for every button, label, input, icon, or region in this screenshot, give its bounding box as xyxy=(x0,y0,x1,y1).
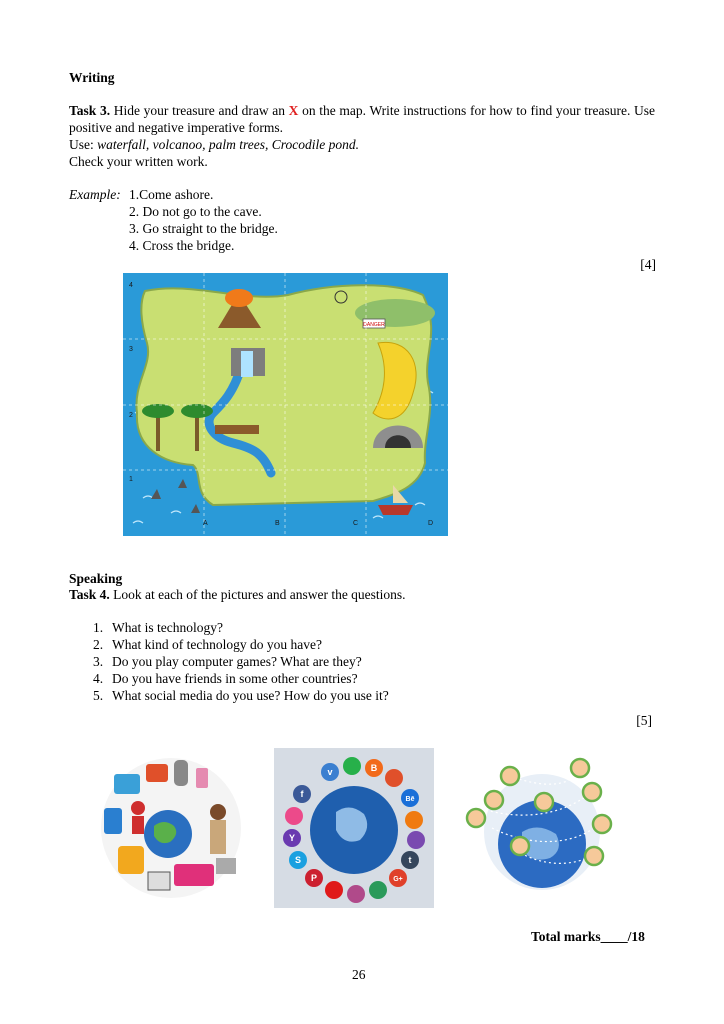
friends-network-globe xyxy=(462,748,622,908)
volcano-smoke xyxy=(225,289,253,307)
task3-text-c: treasure. Use positive and negative imperative forms. xyxy=(69,103,656,135)
bridge xyxy=(215,425,259,434)
viber-icon xyxy=(407,831,425,849)
example-label: Example: xyxy=(69,187,121,202)
task4-marks: [5] xyxy=(636,713,652,728)
computer-icon xyxy=(148,872,170,890)
svg-text:v: v xyxy=(327,767,333,777)
task3-instruction xyxy=(69,102,655,136)
monitor-icon xyxy=(216,858,236,874)
row-label-3: 3 xyxy=(129,346,133,353)
phone-icon xyxy=(146,764,168,782)
svg-text:f: f xyxy=(300,789,304,799)
svg-text:P: P xyxy=(310,873,318,883)
question-2: 2. What kind of technology do you have? xyxy=(93,637,322,652)
example-4: 4. Cross the bridge. xyxy=(129,238,235,253)
microphone-icon xyxy=(174,760,188,786)
tablet-icon xyxy=(104,808,122,834)
speaking-heading: Speaking xyxy=(69,571,123,586)
col-label-a: A xyxy=(203,520,208,527)
task4-instruction xyxy=(69,586,406,603)
soundcloud-icon xyxy=(405,811,423,829)
svg-text:S: S xyxy=(294,855,302,865)
ship-icon xyxy=(378,505,413,515)
svg-text:Bē: Bē xyxy=(405,796,415,803)
friend-avatar xyxy=(467,809,485,827)
instagram-icon xyxy=(347,885,365,903)
task3-marks: [4] xyxy=(640,257,656,272)
use-label: Use: xyxy=(69,137,94,152)
svg-text:t: t xyxy=(408,855,412,865)
use-words: waterfall, volcanoo, palm trees, Crocodile pond. xyxy=(97,137,359,152)
task3-label: Task 3. xyxy=(69,103,111,118)
svg-text:Y: Y xyxy=(288,833,296,843)
example-1: 1.Come ashore. xyxy=(129,187,214,202)
row-label-1: 1 xyxy=(129,476,133,483)
friend-avatar xyxy=(485,791,503,809)
row-label-2: 2 xyxy=(129,412,133,419)
page-number: 26 xyxy=(352,967,366,982)
check-line: Check your written work. xyxy=(69,154,208,169)
feedly-icon xyxy=(369,881,387,899)
friend-avatar xyxy=(511,837,529,855)
radio-icon xyxy=(174,864,214,886)
person-icon xyxy=(131,801,145,815)
writing-heading: Writing xyxy=(69,70,115,85)
svg-text:B: B xyxy=(370,763,378,773)
friend-avatar xyxy=(585,847,603,865)
question-1: 1. What is technology? xyxy=(93,620,223,635)
treasure-map xyxy=(123,273,448,536)
person-icon xyxy=(210,804,226,820)
youtube-icon xyxy=(325,881,343,899)
col-label-d: D xyxy=(428,520,434,527)
technology-collage xyxy=(96,746,246,906)
col-label-c: C xyxy=(353,520,359,527)
social-media-globe xyxy=(274,748,434,908)
friend-avatar xyxy=(501,767,519,785)
danger-sign-text: DANGER xyxy=(363,322,385,328)
friend-avatar xyxy=(535,793,553,811)
use-line xyxy=(69,136,359,153)
friend-avatar xyxy=(593,815,611,833)
task4-label: Task 4. xyxy=(69,587,110,602)
whatsapp-icon xyxy=(343,757,361,775)
camera-icon xyxy=(114,774,140,794)
example-3: 3. Go straight to the bridge. xyxy=(129,221,278,236)
question-4: 4. Do you have friends in some other countries? xyxy=(93,671,358,686)
mobile-phone-icon xyxy=(196,768,208,788)
friend-avatar xyxy=(583,783,601,801)
col-label-b: B xyxy=(275,520,280,527)
question-5: 5. What social media do you use? How do you use it? xyxy=(93,688,389,703)
question-3: 3. Do you play computer games? What are they? xyxy=(93,654,362,669)
tinder-icon xyxy=(385,769,403,787)
friend-avatar xyxy=(571,759,589,777)
task4-text: Look at each of the pictures and answer the questions. xyxy=(113,587,406,602)
row-label-4: 4 xyxy=(129,282,133,289)
x-mark: X xyxy=(288,103,299,118)
task3-text-a: Hide your treasure and draw an xyxy=(113,103,285,118)
total-marks: Total marks____/18 xyxy=(531,929,645,944)
svg-text:G+: G+ xyxy=(393,876,403,883)
person-icon xyxy=(118,846,144,874)
task3-text-b: on the map. Write instructions for how to find your xyxy=(302,103,581,118)
dribbble-icon xyxy=(285,807,303,825)
waterfall xyxy=(241,351,253,377)
example-2: 2. Do not go to the cave. xyxy=(129,204,262,219)
